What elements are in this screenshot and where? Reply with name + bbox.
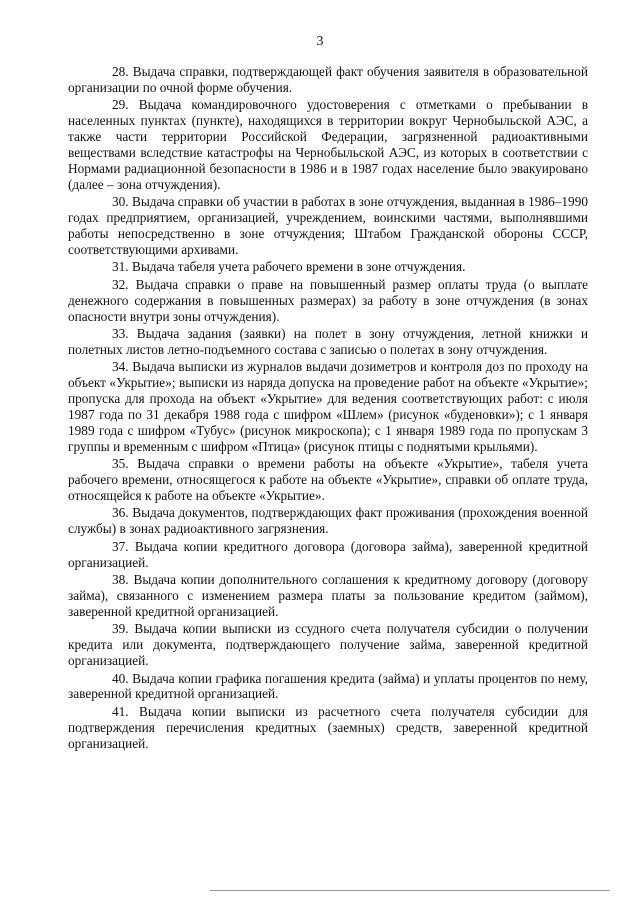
list-item: 31. Выдача табеля учета рабочего времени в зоне отчуждения. xyxy=(112,259,466,275)
list-item: 32. Выдача справки о праве на повышенный размер оплаты труда (о выплате денежного содержания в повышенных размерах) за работу в зоне отчуждения (в зонах опасности внутри зоны отчуждения). xyxy=(68,276,588,324)
list-item: 39. Выдача копии выписки из ссудного счета получателя субсидии о получении кредита или документа, подтверждающего получение займа, заверенной кредитной организацией. xyxy=(68,621,588,669)
list-item: 30. Выдача справки об участии в работах в зоне отчуждения, выданная в 1986–1990 годах предприятием, организацией, учреждением, воинскими частями, выполнявшими работы непосредственно в зоне отчуждения; Штабом Гражданской обороны СССР, соответствующими архивами. xyxy=(68,194,588,257)
list-item: 29. Выдача командировочного удостоверения с отметками о пребывании в населенных пунктах (пункте), находящихся в территории вокруг Чернобыльской АЭС, а также части территории Российской Федерации, загрязненной радиоактивными веществами вследствие катастрофы на Чернобыльской АЭС, из которых в соответствии с Нормами радиационной безопасности в 1986 и в 1987 годах население было эвакуировано (далее – зона отчуждения). xyxy=(68,97,588,192)
list-item: 36. Выдача документов, подтверждающих факт проживания (прохождения военной службы) в зонах радиоактивного загрязнения. xyxy=(68,505,588,537)
list-item: 28. Выдача справки, подтверждающей факт обучения заявителя в образовательной организации по очной форме обучения. xyxy=(68,64,588,95)
page-number: 3 xyxy=(316,34,324,49)
list-item: 37. Выдача копии кредитного договора (договора займа), заверенной кредитной организацией. xyxy=(68,538,588,570)
document-body xyxy=(68,64,588,753)
list-item: 33. Выдача задания (заявки) на полет в зону отчуждения, летной книжки и полетных листов летно-подъемного состава с записью о полетах в зону отчуждения. xyxy=(68,326,588,357)
list-item: 34. Выдача выписки из журналов выдачи дозиметров и контроля доз по проходу на объект «Укрытие»; выписки из наряда допуска на проведение работ на объекте «Укрытие»; пропуска для прохода на объект «Укрытие» для ведения соответствующих работ: с июля 1987 года по 31 декабря 1988 года с шифром «Шлем» (рисунок «буденовки»); с 1 января 1989 года с шифром «Тубус» (рисунок микроскопа); с 1 января 1989 года по пропускам 3 группы и временным с шифром «Птица» (рисунок птицы с поднятыми крыльями). xyxy=(68,359,588,454)
list-item: 38. Выдача копии дополнительного соглашения к кредитному договору (договору займа), связанного с изменением размера платы за пользование кредитом (займом), заверенной кредитной организацией. xyxy=(68,572,588,619)
footer-divider xyxy=(210,890,610,891)
list-item: 40. Выдача копии графика погашения кредита (займа) и уплаты процентов по нему, заверенной кредитной организацией. xyxy=(68,670,588,702)
list-item: 41. Выдача копии выписки из расчетного счета получателя субсидии для подтверждения перечисления кредитных (заемных) средств, заверенной кредитной организацией. xyxy=(68,703,588,751)
list-item: 35. Выдача справки о времени работы на объекте «Укрытие», табеля учета рабочего времени, относящегося к работе на объекте «Укрытие», справки об оплате труда, относящейся к работе на объекте «Укрытие». xyxy=(68,456,588,504)
